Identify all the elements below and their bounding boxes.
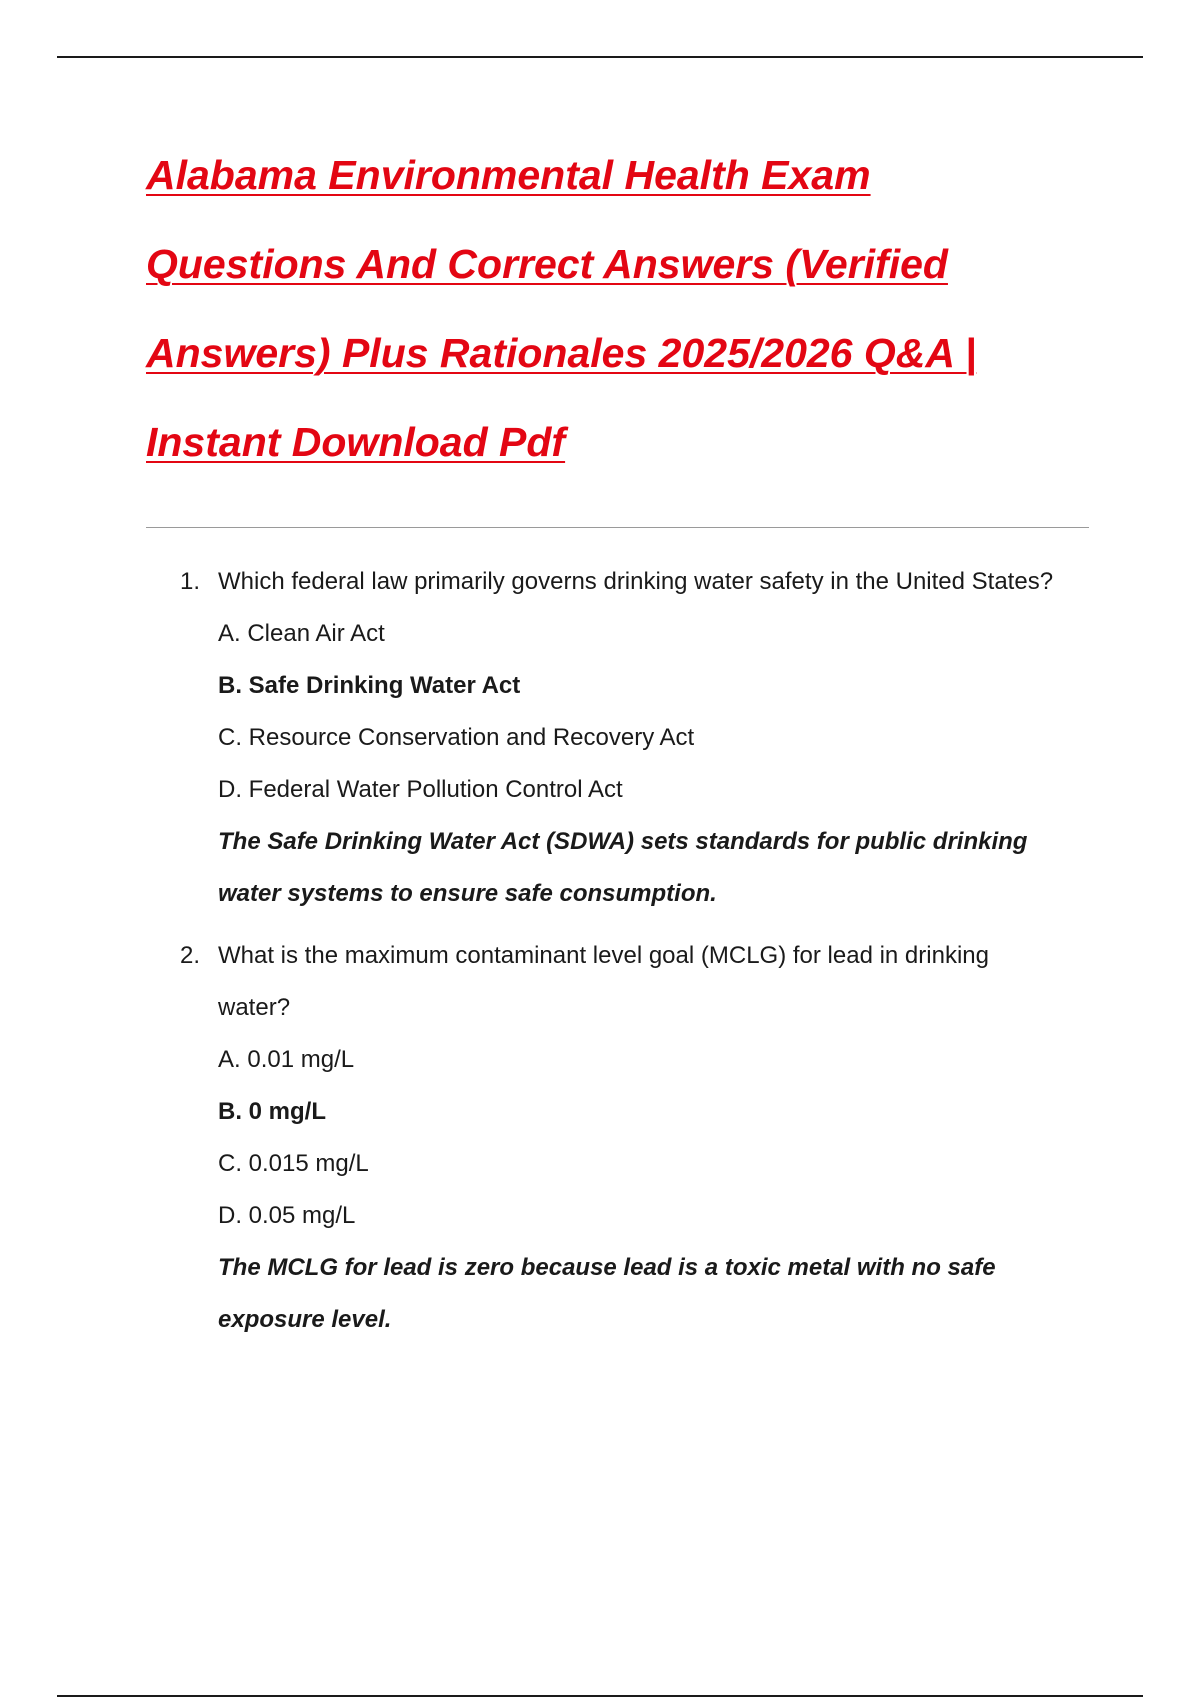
title-line: Instant Download Pdf — [146, 419, 566, 465]
answer-rationale: The MCLG for lead is zero because lead is a toxic metal with no safe exposure level. — [218, 1254, 996, 1333]
footer-rule — [57, 1695, 1143, 1697]
title-line: Alabama Environmental Health Exam — [146, 152, 871, 198]
correct-answer-option: B. 0 mg/L — [218, 1098, 327, 1125]
section-divider — [146, 527, 1089, 528]
question-text: What is the maximum contaminant level goal (MCLG) for lead in drinking water? — [218, 942, 989, 1021]
answer-option: D. Federal Water Pollution Control Act — [218, 776, 623, 803]
title-line: Questions And Correct Answers (Verified — [146, 241, 948, 287]
question-item — [180, 556, 1060, 920]
answer-rationale: The Safe Drinking Water Act (SDWA) sets standards for public drinking water systems to ensure safe consumption. — [218, 828, 1028, 907]
question-list — [180, 556, 1060, 1346]
answer-option: D. 0.05 mg/L — [218, 1202, 356, 1229]
question-number: 1. — [180, 568, 201, 595]
question-item — [180, 930, 1060, 1346]
question-number: 2. — [180, 942, 201, 969]
title-line: Answers) Plus Rationales 2025/2026 Q&A | — [146, 330, 977, 376]
question-text: Which federal law primarily governs drinking water safety in the United States? — [218, 568, 1054, 595]
answer-option: A. Clean Air Act — [218, 620, 385, 647]
header-rule — [57, 56, 1143, 58]
answer-option: C. Resource Conservation and Recovery Act — [218, 724, 695, 751]
answer-option: A. 0.01 mg/L — [218, 1046, 355, 1073]
correct-answer-option: B. Safe Drinking Water Act — [218, 672, 521, 699]
answer-option: C. 0.015 mg/L — [218, 1150, 369, 1177]
document-title — [146, 140, 1066, 496]
